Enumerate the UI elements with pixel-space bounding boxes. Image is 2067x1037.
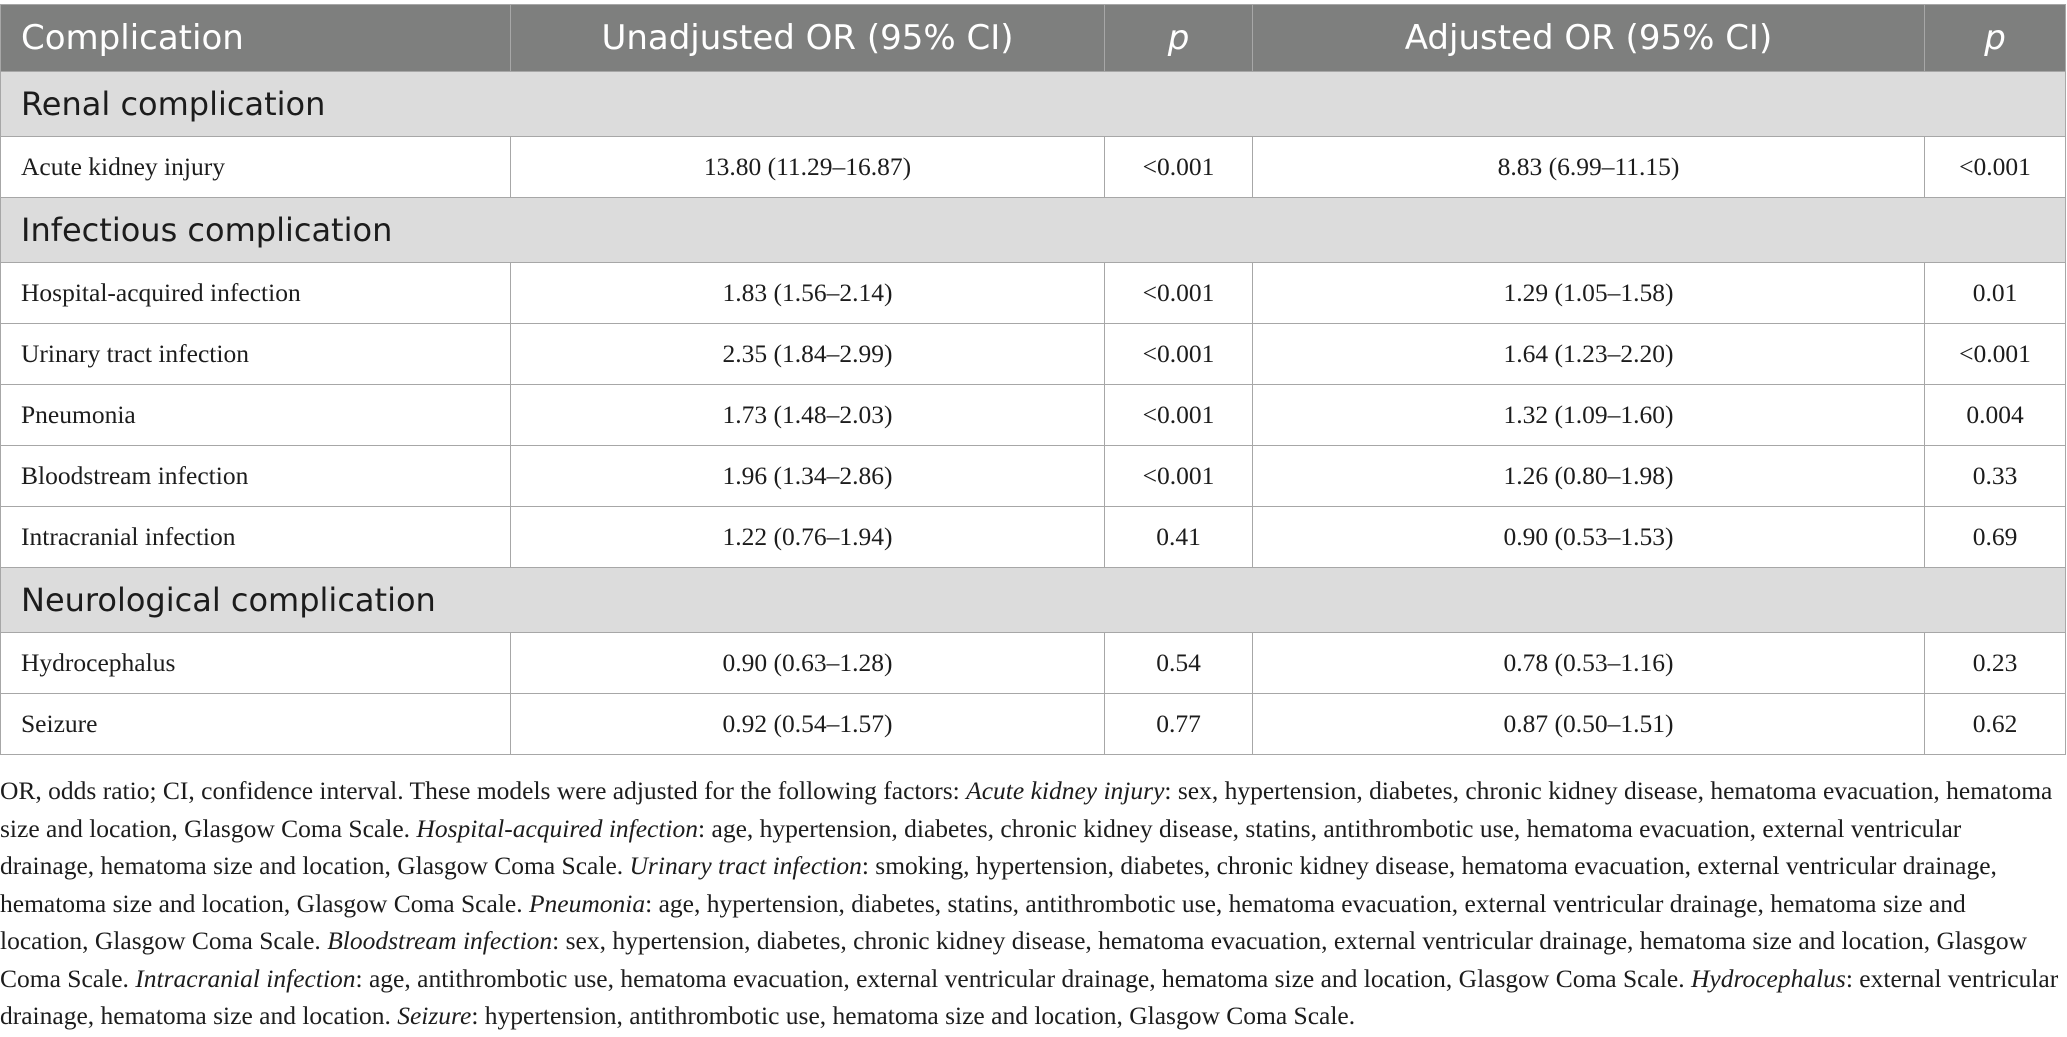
unadjusted-or-cell: 2.35 (1.84–2.99) xyxy=(511,324,1105,385)
unadjusted-or-cell: 1.96 (1.34–2.86) xyxy=(511,446,1105,507)
unadjusted-or-cell: 1.83 (1.56–2.14) xyxy=(511,263,1105,324)
table-row xyxy=(1,446,2066,507)
p-adjusted-cell: <0.001 xyxy=(1925,137,2066,198)
footnote-term-factors: : smoking, hypertension, diabetes, chronic kidney disease, hematoma evacuation, external ventricular drainage, hematoma size and location, Glasgow Coma Scale. xyxy=(0,851,1997,918)
p-adjusted-cell: <0.001 xyxy=(1925,324,2066,385)
footnote-term: Hydrocephalus xyxy=(1690,963,1846,993)
adjusted-or-cell: 8.83 (6.99–11.15) xyxy=(1253,137,1925,198)
p-unadjusted-cell: 0.54 xyxy=(1105,633,1253,694)
table-row xyxy=(1,137,2066,198)
header-adjusted-or: Adjusted OR (95% CI) xyxy=(1253,5,1925,72)
complication-cell: Intracranial infection xyxy=(1,507,511,568)
complication-cell: Pneumonia xyxy=(1,385,511,446)
p-adjusted-cell: 0.004 xyxy=(1925,385,2066,446)
footnote-term: Urinary tract infection xyxy=(629,851,862,880)
footnote-term-factors: : hypertension, antithrombotic use, hematoma size and location, Glasgow Coma Scale. xyxy=(471,1001,1356,1030)
table-header-row xyxy=(1,5,2066,72)
complication-cell: Hospital-acquired infection xyxy=(1,263,511,324)
complications-table-container xyxy=(0,4,2067,755)
section-title: Infectious complication xyxy=(1,198,2066,263)
p-unadjusted-cell: <0.001 xyxy=(1105,137,1253,198)
footnote-term: Bloodstream infection xyxy=(327,926,553,955)
adjusted-or-cell: 1.29 (1.05–1.58) xyxy=(1253,263,1925,324)
unadjusted-or-cell: 1.73 (1.48–2.03) xyxy=(511,385,1105,446)
section-row xyxy=(1,72,2066,137)
footnote-term-factors: : sex, hypertension, diabetes, chronic kidney disease, hematoma evacuation, external ventricular drainage, hematoma size and location, Glasgow Coma Scale. xyxy=(0,926,2028,993)
footnote-term: Acute kidney injury xyxy=(966,776,1165,805)
table-row xyxy=(1,507,2066,568)
table-row xyxy=(1,633,2066,694)
section-title: Renal complication xyxy=(1,72,2066,137)
footnote-intro: OR, odds ratio; CI, confidence interval. These models were adjusted for the following factors: xyxy=(0,776,967,805)
footnote-term-factors: : sex, hypertension, diabetes, chronic kidney disease, hematoma evacuation, hematoma size and location, Glasgow Coma Scale. xyxy=(0,776,2053,843)
complication-cell: Acute kidney injury xyxy=(1,137,511,198)
footnote-term-factors: : age, hypertension, diabetes, statins, antithrombotic use, hematoma evacuation, external ventricular drainage, hematoma size and location, Glasgow Coma Scale. xyxy=(0,888,1966,955)
table-row xyxy=(1,263,2066,324)
adjusted-or-cell: 1.26 (0.80–1.98) xyxy=(1253,446,1925,507)
section-row xyxy=(1,568,2066,633)
footnote-term: Hospital-acquired infection xyxy=(416,813,699,843)
header-p-adjusted: p xyxy=(1925,5,2066,72)
header-complication: Complication xyxy=(1,5,511,72)
complication-cell: Bloodstream infection xyxy=(1,446,511,507)
footnote-term: Seizure xyxy=(397,1001,472,1030)
footnote-term-factors: : age, antithrombotic use, hematoma evacuation, external ventricular drainage, hematoma size and location, Glasgow Coma Scale. xyxy=(355,963,1691,993)
p-unadjusted-cell: <0.001 xyxy=(1105,263,1253,324)
p-unadjusted-cell: 0.41 xyxy=(1105,507,1253,568)
complication-cell: Urinary tract infection xyxy=(1,324,511,385)
unadjusted-or-cell: 13.80 (11.29–16.87) xyxy=(511,137,1105,198)
unadjusted-or-cell: 0.90 (0.63–1.28) xyxy=(511,633,1105,694)
adjusted-or-cell: 1.64 (1.23–2.20) xyxy=(1253,324,1925,385)
complication-cell: Seizure xyxy=(1,694,511,755)
complications-table xyxy=(0,4,2066,755)
p-unadjusted-cell: 0.77 xyxy=(1105,694,1253,755)
p-adjusted-cell: 0.01 xyxy=(1925,263,2066,324)
header-unadjusted-or: Unadjusted OR (95% CI) xyxy=(511,5,1105,72)
table-body xyxy=(1,72,2066,755)
section-title: Neurological complication xyxy=(1,568,2066,633)
p-adjusted-cell: 0.62 xyxy=(1925,694,2066,755)
table-row xyxy=(1,694,2066,755)
p-unadjusted-cell: <0.001 xyxy=(1105,385,1253,446)
p-unadjusted-cell: <0.001 xyxy=(1105,446,1253,507)
unadjusted-or-cell: 1.22 (0.76–1.94) xyxy=(511,507,1105,568)
footnote-items xyxy=(0,776,2058,1030)
table-row xyxy=(1,324,2066,385)
footnote-term: Intracranial infection xyxy=(135,963,356,993)
unadjusted-or-cell: 0.92 (0.54–1.57) xyxy=(511,694,1105,755)
adjusted-or-cell: 0.78 (0.53–1.16) xyxy=(1253,633,1925,694)
footnote-term-factors: : external ventricular drainage, hematoma size and location. xyxy=(0,963,2059,1030)
footnote-term: Pneumonia xyxy=(528,888,646,918)
p-adjusted-cell: 0.69 xyxy=(1925,507,2066,568)
adjusted-or-cell: 0.90 (0.53–1.53) xyxy=(1253,507,1925,568)
complication-cell: Hydrocephalus xyxy=(1,633,511,694)
header-p-unadjusted: p xyxy=(1105,5,1253,72)
adjusted-or-cell: 1.32 (1.09–1.60) xyxy=(1253,385,1925,446)
footnote-term-factors: : age, hypertension, diabetes, chronic kidney disease, statins, antithrombotic use, hematoma evacuation, external ventricular drainage, hematoma size and location, Glasgow Coma Scale. xyxy=(0,813,1962,880)
section-row xyxy=(1,198,2066,263)
p-adjusted-cell: 0.23 xyxy=(1925,633,2066,694)
table-row xyxy=(1,385,2066,446)
p-unadjusted-cell: <0.001 xyxy=(1105,324,1253,385)
adjusted-or-cell: 0.87 (0.50–1.51) xyxy=(1253,694,1925,755)
table-footnote xyxy=(0,772,2060,1035)
p-adjusted-cell: 0.33 xyxy=(1925,446,2066,507)
